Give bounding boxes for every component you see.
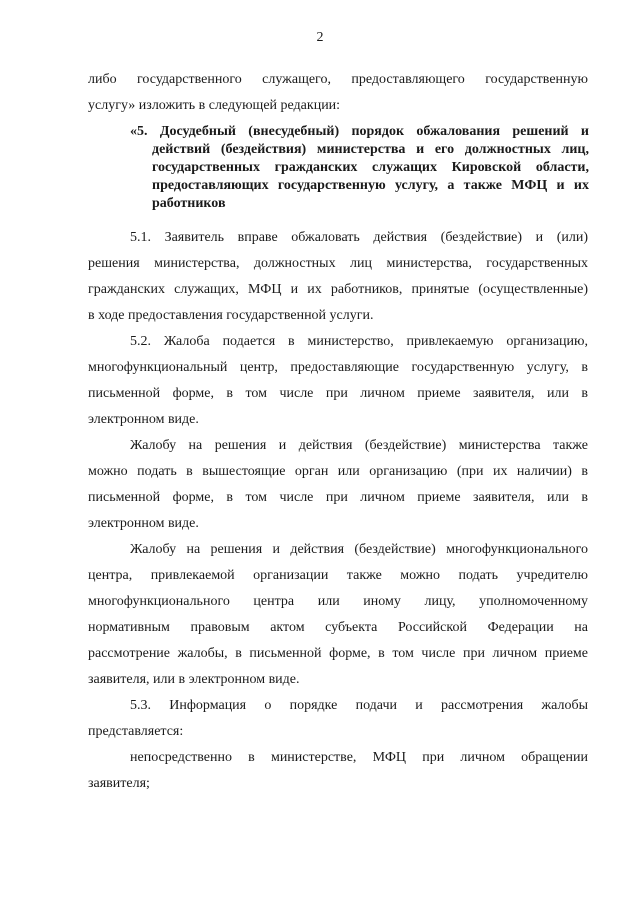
text-line: решения министерства, должностных лиц министерства, государственных (88, 256, 588, 271)
text-line: Жалобу на решения и действия (бездействие) министерства также (130, 438, 588, 453)
text-line: центра, привлекаемой организации также можно подать учредителю (88, 568, 588, 583)
text-line: либо государственного служащего, предоставляющего государственную (88, 72, 588, 87)
text-line: можно подать в вышестоящие орган или организацию (при их наличии) в (88, 464, 588, 479)
text-line: 5.1. Заявитель вправе обжаловать действия (бездействие) и (или) (130, 230, 588, 245)
section-heading: «5. Досудебный (внесудебный) порядок обжалования решений и (130, 124, 589, 139)
text-line: 5.3. Информация о порядке подачи и рассмотрения жалобы (130, 698, 588, 713)
text-line: Жалобу на решения и действия (бездействие) многофункционального (130, 542, 588, 557)
text-line: заявителя; (88, 776, 150, 791)
text-line: нормативным правовым актом субъекта Российской Федерации на (88, 620, 588, 635)
text-line: 5.2. Жалоба подается в министерство, привлекаемую организацию, (130, 334, 588, 349)
text-line: письменной форме, в том числе при личном приеме заявителя, или в (88, 386, 588, 401)
text-line: в ходе предоставления государственной услуги. (88, 308, 374, 323)
text-line: многофункциональный центр, предоставляющие государственную услугу, в (88, 360, 588, 375)
text-line: заявителя, или в электронном виде. (88, 672, 300, 687)
section-heading: работников (152, 196, 226, 211)
text-line: рассмотрение жалобы, в письменной форме, в том числе при личном приеме (88, 646, 588, 661)
text-line: многофункционального центра или иному лицу, уполномоченному (88, 594, 588, 609)
page-number: 2 (316, 30, 324, 45)
text-line: электронном виде. (88, 412, 199, 427)
text-line: письменной форме, в том числе при личном приеме заявителя, или в (88, 490, 588, 505)
section-heading: предоставляющих государственную услугу, а также МФЦ и их (152, 178, 589, 193)
section-heading: действий (бездействия) министерства и его должностных лиц, (152, 142, 589, 157)
text-line: электронном виде. (88, 516, 199, 531)
text-line: услугу» изложить в следующей редакции: (88, 98, 341, 113)
text-line: представляется: (88, 724, 184, 739)
text-line: непосредственно в министерстве, МФЦ при личном обращении (130, 750, 588, 765)
text-line: гражданских служащих, МФЦ и их работников, принятые (осуществленные) (88, 282, 588, 297)
section-heading: государственных гражданских служащих Кировской области, (152, 160, 589, 175)
